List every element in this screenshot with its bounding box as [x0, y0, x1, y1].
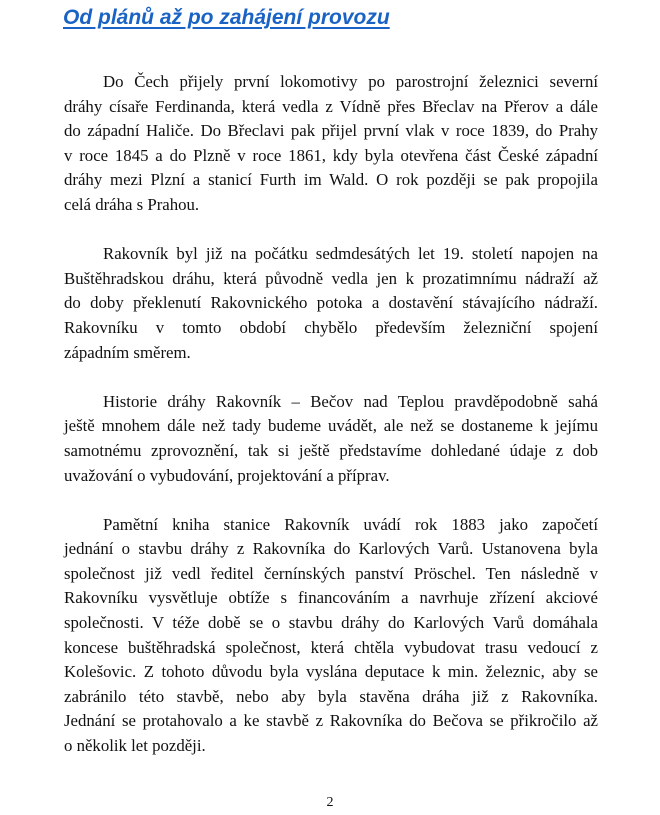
text-line: o několik let později.	[64, 736, 206, 756]
text-line: dráhy mezi Plzní a stanicí Furth im Wald. O rok později se pak propojila	[64, 170, 598, 190]
paragraph	[64, 513, 598, 759]
text-line: Do Čech přijely první lokomotivy po parostrojní železnici severní	[103, 72, 598, 91]
text-line: zabránilo této stavbě, nebo aby byla stavěna dráha již z Rakovníka.	[64, 686, 598, 706]
text-line: celá dráha s Prahou.	[64, 194, 200, 214]
text-line: v roce 1845 a do Plzně v roce 1861, kdy byla otevřena část České západní	[64, 145, 598, 165]
text-line: Rakovník byl již na počátku sedmdesátých let 19. století napojen na	[103, 244, 598, 264]
text-line: jednání o stavbu dráhy z Rakovníka do Karlových Varů. Ustanovena byla	[64, 539, 598, 559]
text-line: do západní Haliče. Do Břeclavi pak přijel první vlak v roce 1839, do Prahy	[64, 121, 598, 141]
paragraph	[64, 70, 598, 218]
text-line: Kolešovic. Z tohoto důvodu byla vyslána deputace k min. železnic, aby se	[64, 662, 598, 682]
text-line: Pamětní kniha stanice Rakovník uvádí rok 1883 jako započetí	[103, 514, 598, 534]
text-line: dráhy císaře Ferdinanda, která vedla z Vídně přes Břeclav na Přerov a dále	[64, 96, 598, 116]
text-line: do doby překlenutí Rakovnického potoka a dostavění stávajícího nádraží.	[64, 293, 598, 313]
page-number: 2	[326, 795, 334, 810]
body-text	[64, 70, 598, 783]
text-line: uvažování o vybudování, projektování a příprav.	[64, 465, 390, 485]
text-line: Rakovníku vysvětluje obtíže s financováním a navrhuje zřízení akciové	[64, 588, 598, 608]
text-line: samotnému zprovoznění, tak si ještě představíme dohledané údaje z dob	[64, 440, 598, 460]
text-line: koncese buštěhradská společnost, která chtěla vybudovat trasu vedoucí z	[64, 637, 598, 657]
text-line: Historie dráhy Rakovník – Bečov nad Teplou pravděpodobně sahá	[103, 391, 598, 411]
text-line: společnosti. V téže době se o stavbu dráhy do Karlových Varů domáhala	[64, 613, 598, 633]
text-line: ještě mnohem dále než tady budeme uvádět, ale než se dostaneme k jejímu	[64, 416, 598, 436]
text-line: společnost již vedl ředitel černínských panství Pröschel. Ten následně v	[64, 563, 598, 583]
section-heading: Od plánů až po zahájení provozu	[63, 6, 390, 29]
text-line: západním směrem.	[64, 342, 191, 362]
text-line: Buštěhradskou dráhu, která původně vedla jen k prozatimnímu nádraží až	[64, 268, 598, 288]
text-line: Rakovníku v tomto období chybělo především železniční spojení	[64, 317, 598, 337]
paragraph	[64, 390, 598, 488]
text-line: Jednání se protahovalo a ke stavbě z Rakovníka do Bečova se přikročilo až	[64, 711, 598, 731]
paragraph	[64, 242, 598, 365]
